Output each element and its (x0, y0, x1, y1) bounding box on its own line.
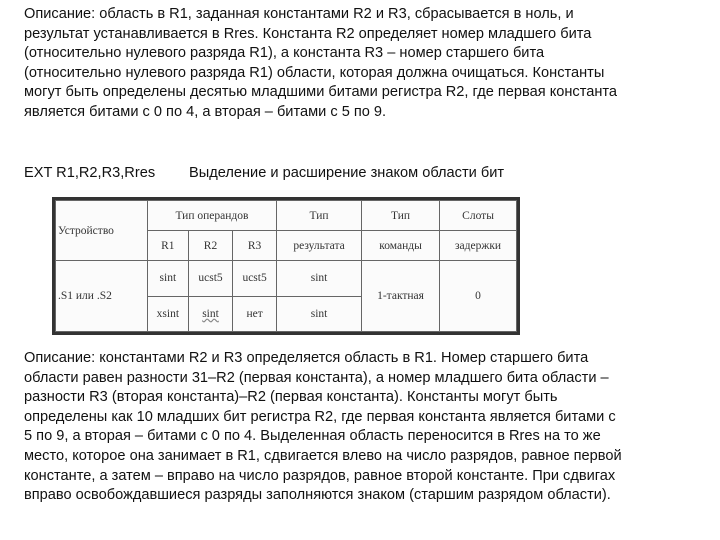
text-line: определены как 10 младших бит регистра R2, где первая константа является битами с (24, 408, 616, 425)
header-operand-types: Тип операндов (147, 201, 276, 231)
text-line: является битами с 0 по 4, а вторая – битами с 5 по 9. (24, 103, 387, 120)
command-heading (24, 164, 505, 184)
header-delay-slots-top: Слоты (440, 201, 517, 231)
row2-result: sint (277, 296, 362, 332)
header-r2: R2 (188, 231, 232, 261)
header-r3: R3 (233, 231, 277, 261)
row2-r3: нет (233, 296, 277, 332)
text-line: вправо освобождавшиеся разряды заполняются знаком (старшим разрядом области). (24, 487, 611, 504)
command-syntax: EXT R1,R2,R3,Rres (24, 165, 156, 181)
device-value: .S1 или .S2 (56, 261, 148, 332)
text-line: место, которое она занимает в R1, сдвигается влево на число разрядов, равное первой (24, 447, 622, 464)
header-delay-slots-bottom: задержки (440, 231, 517, 261)
row1-result: sint (277, 261, 362, 297)
text-line: 5 по 9, а вторая – битами с 0 по 4. Выделенная область переносится в Rres на то же (24, 428, 601, 445)
header-cmd-type-bottom: команды (361, 231, 439, 261)
cmd-type-value: 1-тактная (361, 261, 439, 332)
text-line: результат устанавливается в Rres. Константа R2 определяет номер младшего бита (24, 25, 592, 42)
operand-table (55, 200, 517, 332)
operand-table-image (52, 197, 520, 335)
row2-r1: xsint (147, 296, 188, 332)
text-line: области равен разности 31–R2 (первая константа), а номер младшего бита области – (24, 369, 609, 386)
row1-r2: ucst5 (188, 261, 232, 297)
header-result-type-bottom: результата (277, 231, 362, 261)
text-line: разности R3 (вторая константа)–R2 (первая константа). Константы могут быть (24, 389, 558, 406)
text-line: Описание: константами R2 и R3 определяется область в R1. Номер старшего бита (24, 350, 589, 366)
text-line: (относительно нулевого разряда R1), а константа R3 – номер старшего бита (24, 45, 545, 62)
header-result-type-top: Тип (277, 201, 362, 231)
header-cmd-type-top: Тип (361, 201, 439, 231)
text-line: константе, а затем – вправо на число разрядов, равное второй константе. При сдвигах (24, 467, 616, 484)
row1-r1: sint (147, 261, 188, 297)
command-description: Выделение и расширение знаком области бит (189, 165, 505, 181)
text-line: могут быть определены десятью младшими битами регистра R2, где первая константа (24, 84, 618, 101)
description-paragraph-ext (24, 349, 704, 506)
delay-slots-value: 0 (440, 261, 517, 332)
row1-r3: ucst5 (233, 261, 277, 297)
header-device: Устройство (56, 201, 148, 261)
row2-r2-text: sint (202, 307, 219, 320)
row2-r2 (188, 296, 232, 332)
text-line: Описание: область в R1, заданная константами R2 и R3, сбрасывается в ноль, и (24, 6, 574, 22)
header-r1: R1 (147, 231, 188, 261)
text-line: (относительно нулевого разряда R1) области, которая должна очищаться. Константы (24, 64, 605, 81)
description-paragraph-clr (24, 5, 704, 123)
